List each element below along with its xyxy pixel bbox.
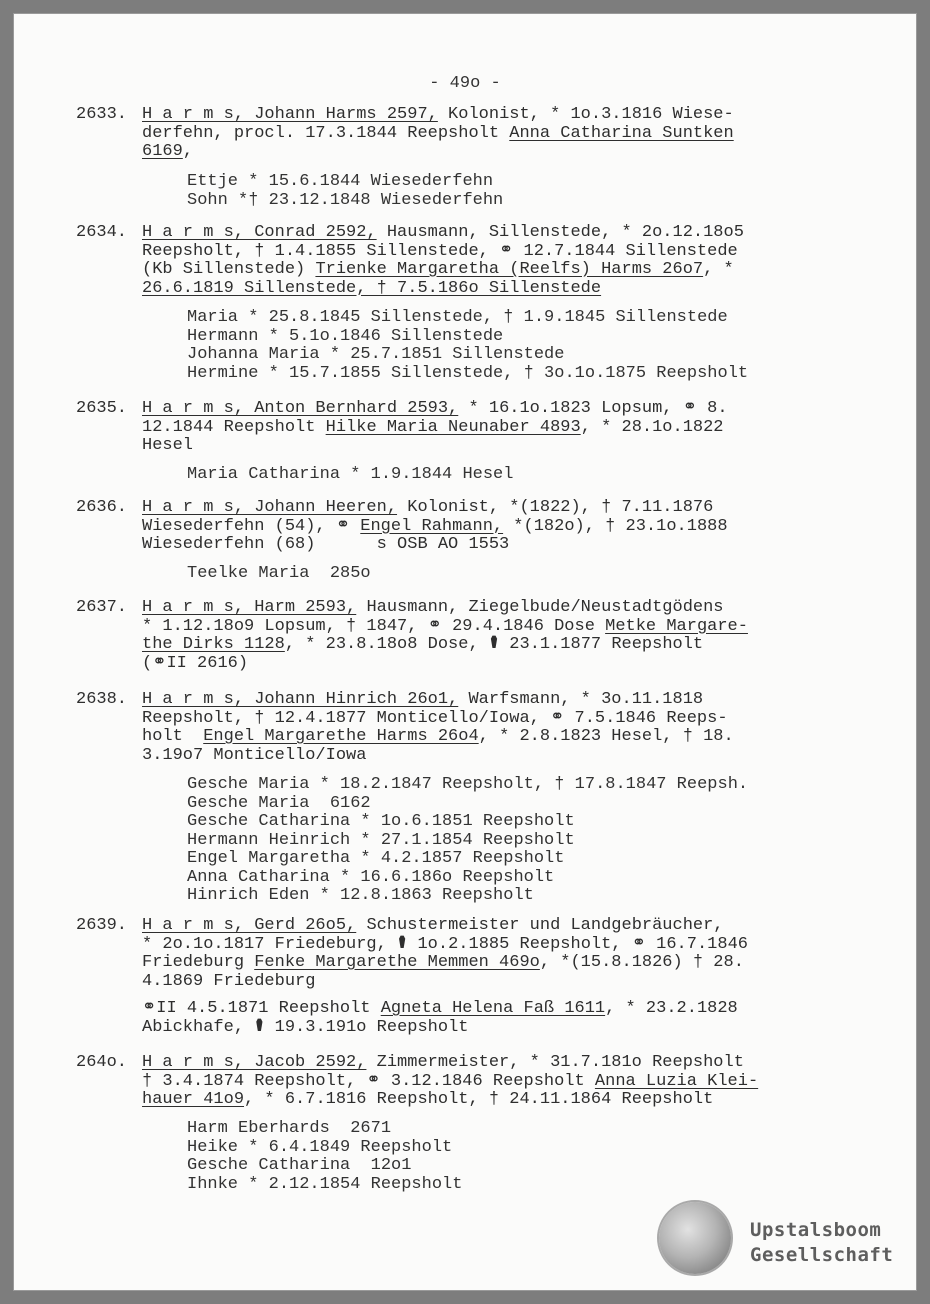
entry-line [142, 437, 193, 456]
entry-line [142, 954, 744, 973]
entry-text: , *(15.8.1826) † 28. [539, 953, 744, 972]
entry-text: Reepsholt, † 12.4.1877 Monticello/Iowa, ⚭ 7.5.1846 Reeps- [142, 708, 728, 728]
entry-line [142, 243, 738, 262]
entry-line [142, 1019, 469, 1038]
entry-line [142, 419, 724, 438]
entry-number: 2634. [76, 223, 128, 242]
child-line: Johanna Maria * 25.7.1851 Sillenstede [187, 345, 565, 364]
underlined-name: 26.6.1819 Sillenstede, † 7.5.186o Sillenstede [142, 278, 602, 298]
entry-line [142, 618, 748, 637]
underlined-name: 6169 [142, 142, 183, 161]
entry-line [142, 400, 728, 419]
entry-text: , * 23.8.18o8 Dose, ⚰ 23.1.1877 Reepsholt [284, 635, 704, 654]
seal-logo-icon [659, 1202, 731, 1274]
entry-text: Kolonist, *(1822), † 7.11.1876 [397, 498, 714, 517]
page-number: - 49o - [429, 74, 501, 93]
entry-text: , [182, 142, 194, 161]
entry-text: Reepsholt, † 1.4.1855 Sillenstede, ⚭ 12.7.1844 Sillenstede [142, 241, 738, 261]
entry-line [142, 728, 734, 747]
entry-text: Warfsmann, * 3o.11.1818 [458, 690, 704, 709]
document-page [14, 14, 916, 1290]
entry-number: 2639. [76, 916, 128, 935]
child-line: Hermann Heinrich * 27.1.1854 Reepsholt [187, 830, 575, 850]
underlined-name: Fenke Margarethe Memmen 469o [254, 953, 540, 972]
entry-line [142, 710, 728, 729]
entry-text: 12.1844 Reepsholt [142, 417, 326, 437]
child-line: Sohn *† 23.12.1848 Wiesederfehn [187, 190, 504, 210]
entry-number: 2635. [76, 399, 128, 418]
entry-text: (Kb Sillenstede) [142, 260, 316, 279]
child-line: Maria Catharina * 1.9.1844 Hesel [187, 465, 514, 484]
entry-text: Abickhafe, ⚰ 19.3.191o Reepsholt [142, 1017, 469, 1037]
entry-text: Hesel [142, 436, 194, 455]
entry-text: * 1.12.18o9 Lopsum, † 1847, ⚭ 29.4.1846 Dose [142, 616, 606, 636]
entry-number: 264o. [76, 1053, 128, 1072]
underlined-name: H a r m s, Johann Harms 2597, [142, 105, 438, 124]
entry-line [142, 636, 703, 655]
entry-number: 2638. [76, 690, 128, 709]
entry-line [142, 1000, 738, 1019]
entry-text: 3.19o7 Monticello/Iowa [142, 745, 367, 765]
entry-text: , * [703, 260, 734, 279]
entry-text: 4.1869 Friedeburg [142, 971, 316, 991]
underlined-name: H a r m s, Anton Bernhard 2593, [142, 399, 459, 418]
underlined-name: Hilke Maria Neunaber 4893 [325, 417, 581, 437]
underlined-name: H a r m s, Johann Heeren, [142, 498, 398, 517]
entry-line [142, 936, 748, 955]
entry-line [142, 143, 193, 162]
child-line: Gesche Catharina * 1o.6.1851 Reepsholt [187, 812, 575, 831]
underlined-name: Trienke Margaretha (Reelfs) Harms 26o7 [315, 260, 704, 279]
logo-line-1: Upstalsboom [750, 1219, 882, 1241]
underlined-name: H a r m s, Conrad 2592, [142, 223, 377, 242]
entry-text: , * 23.2.1828 [605, 999, 738, 1018]
underlined-name: hauer 41o9 [142, 1090, 245, 1109]
logo-line-2: Gesellschaft [750, 1244, 894, 1266]
underlined-name: H a r m s, Jacob 2592, [142, 1053, 367, 1072]
child-line: Ihnke * 2.12.1854 Reepsholt [187, 1174, 463, 1194]
child-line: Harm Eberhards 2671 [187, 1119, 392, 1138]
child-line: Gesche Maria 6162 [187, 793, 371, 813]
entry-line [142, 125, 734, 144]
entry-text: † 3.4.1874 Reepsholt, ⚭ 3.12.1846 Reepsholt [142, 1071, 595, 1091]
underlined-name: Engel Margarethe Harms 26o4 [203, 727, 479, 746]
underlined-name: Anna Catharina Suntken [509, 123, 734, 143]
entry-line [142, 973, 315, 992]
child-line: Engel Margaretha * 4.2.1857 Reepsholt [187, 849, 565, 868]
underlined-name: Agneta Helena Faß 1611 [380, 999, 606, 1018]
underlined-name: H a r m s, Harm 2593, [142, 598, 357, 617]
entry-line [142, 1091, 713, 1110]
entry-text: * 2o.1o.1817 Friedeburg, ⚰ 1o.2.1885 Reepsholt, ⚭ 16.7.1846 [142, 934, 748, 954]
underlined-name: Engel Rahmann, [360, 516, 504, 536]
entry-number: 2636. [76, 498, 128, 517]
entry-text: Wiesederfehn (68) s OSB AO 1553 [142, 535, 510, 554]
child-line: Ettje * 15.6.1844 Wiesederfehn [187, 172, 494, 191]
entry-number: 2633. [76, 105, 128, 124]
entry-line [142, 106, 734, 125]
entry-text: * 16.1o.1823 Lopsum, ⚭ 8. [458, 399, 728, 418]
entry-text: Friedeburg [142, 953, 255, 972]
entry-text: ⚭II 4.5.1871 Reepsholt [142, 999, 381, 1018]
child-line: Maria * 25.8.1845 Sillenstede, † 1.9.1845 Sillenstede [187, 308, 728, 327]
child-line: Gesche Catharina 12o1 [187, 1156, 412, 1175]
entry-text: (⚭II 2616) [142, 653, 249, 673]
entry-text: , * 6.7.1816 Reepsholt, † 24.11.1864 Reepsholt [244, 1090, 714, 1109]
entry-text: Schustermeister und Landgebräucher, [356, 916, 724, 935]
underlined-name: the Dirks 1128 [142, 635, 285, 654]
entry-text: Hausmann, Ziegelbude/Neustadtgödens [356, 598, 724, 617]
entry-line [142, 599, 724, 618]
entry-text: , * 28.1o.1822 [580, 417, 724, 437]
entry-number: 2637. [76, 598, 128, 617]
underlined-name: H a r m s, Gerd 26o5, [142, 916, 357, 935]
child-line: Hinrich Eden * 12.8.1863 Reepsholt [187, 886, 534, 905]
entry-line [142, 536, 509, 555]
entry-text: derfehn, procl. 17.3.1844 Reepsholt [142, 123, 510, 143]
child-line: Hermann * 5.1o.1846 Sillenstede [187, 326, 504, 346]
entry-line [142, 655, 248, 674]
entry-text: Wiesederfehn (54), ⚭ [142, 516, 361, 536]
entry-line [142, 224, 744, 243]
entry-line [142, 499, 713, 518]
underlined-name: Anna Luzia Klei- [594, 1071, 759, 1091]
child-line: Heike * 6.4.1849 Reepsholt [187, 1137, 453, 1157]
entry-text: holt [142, 727, 204, 746]
underlined-name: Metke Margare- [605, 616, 748, 636]
entry-text: Kolonist, * 1o.3.1816 Wiese- [437, 105, 734, 124]
entry-line [142, 1073, 758, 1092]
entry-text: , * 2.8.1823 Hesel, † 18. [478, 727, 734, 746]
entry-line [142, 518, 728, 537]
entry-line [142, 691, 703, 710]
entry-line [142, 747, 366, 766]
entry-text: *(182o), † 23.1o.1888 [503, 516, 728, 536]
child-line: Hermine * 15.7.1855 Sillenstede, † 3o.1o.1875 Reepsholt [187, 363, 749, 383]
entry-line [142, 917, 724, 936]
underlined-name: H a r m s, Johann Hinrich 26o1, [142, 690, 459, 709]
child-line: Anna Catharina * 16.6.186o Reepsholt [187, 867, 555, 887]
entry-text: Zimmermeister, * 31.7.181o Reepsholt [366, 1053, 744, 1072]
entry-text: Hausmann, Sillenstede, * 2o.12.18o5 [376, 223, 744, 242]
entry-line [142, 280, 601, 299]
entry-line [142, 1054, 744, 1073]
child-line: Gesche Maria * 18.2.1847 Reepsholt, † 17.8.1847 Reepsh. [187, 775, 749, 794]
society-logo-text [750, 1218, 893, 1268]
entry-line [142, 261, 734, 280]
child-line: Teelke Maria 285o [187, 564, 371, 583]
